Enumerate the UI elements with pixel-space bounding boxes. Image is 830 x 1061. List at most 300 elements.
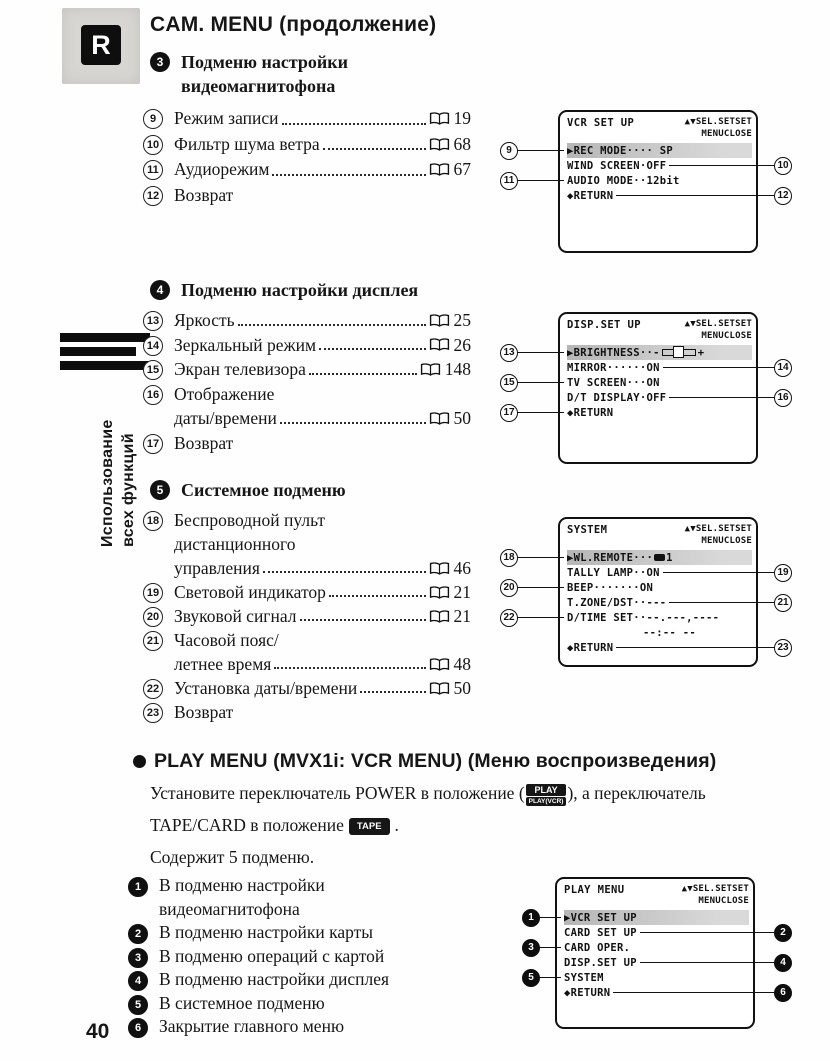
callout-number-23: 23 — [774, 639, 792, 657]
menu-row-label: TALLY LAMP··ON — [567, 566, 660, 579]
callout-number-16: 16 — [774, 389, 792, 407]
item-line — [159, 921, 456, 945]
lcd-screen-block — [480, 110, 814, 253]
menu-row — [564, 955, 753, 970]
item-label: Аудиорежим — [174, 159, 270, 179]
menu-row-text — [564, 927, 637, 939]
menu-row-text — [567, 612, 719, 624]
item-label: Фильтр шума ветра — [174, 133, 320, 154]
item-line — [174, 132, 471, 158]
leader-dots — [297, 604, 429, 628]
screen-title: DISP.SET UP — [567, 319, 641, 331]
callout-line — [539, 917, 561, 918]
section-marker: 3 — [150, 52, 170, 72]
remote-sensor-icon — [654, 554, 665, 561]
leader-dots — [306, 357, 420, 382]
list-item — [143, 628, 471, 676]
menu-row — [567, 143, 752, 158]
item-label: Световой индикатор — [174, 582, 326, 602]
menu-row-text — [567, 567, 660, 579]
callout-line — [616, 195, 775, 196]
item-number: 17 — [143, 434, 163, 454]
book-icon — [429, 676, 450, 700]
list-item — [143, 431, 471, 456]
list-item — [143, 157, 471, 183]
menu-row — [564, 925, 753, 940]
item-label: летнее время — [174, 654, 272, 674]
callout-line — [669, 602, 775, 603]
page-ref: 67 — [453, 159, 471, 179]
item-label: В подменю настройки дисплея — [159, 969, 390, 989]
screen-rows — [564, 910, 753, 1000]
list-item — [128, 1015, 456, 1039]
menu-row-text — [567, 190, 613, 202]
leader-dots — [279, 106, 429, 132]
callout-number-14: 14 — [774, 359, 792, 377]
callout-number-10: 10 — [774, 157, 792, 175]
page-ref: 21 — [453, 582, 471, 602]
item-number: 4 — [128, 971, 148, 991]
item-number: 15 — [143, 360, 163, 380]
item-line — [174, 652, 471, 676]
menu-row-label: WIND SCREEN·OFF — [567, 159, 667, 172]
callout-number-11: 11 — [500, 172, 518, 190]
section-marker: 4 — [150, 280, 170, 300]
menu-row-text — [567, 392, 666, 404]
submenu-count-text: Содержит 5 подменю. — [150, 847, 315, 867]
menu-row-text — [567, 582, 653, 594]
menu-row-text — [564, 957, 637, 969]
item-line — [174, 532, 471, 556]
menu-row-text — [567, 552, 673, 564]
menu-row-text — [564, 942, 630, 954]
page-ref: 21 — [453, 606, 471, 626]
list-item — [143, 183, 471, 209]
section-heading-system — [150, 478, 346, 502]
lcd-screen-block — [480, 877, 814, 1029]
lcd-screen-block — [480, 312, 814, 464]
screen-hint — [682, 884, 749, 907]
menu-row — [567, 173, 756, 188]
sidebar-label-line: всех функций — [120, 433, 137, 547]
menu-item-list — [128, 874, 456, 1039]
callout-number-17: 17 — [500, 404, 518, 422]
slider-minus-icon: - — [653, 346, 660, 359]
screen-header — [567, 524, 756, 547]
screen-hint-select: ▲▼SEL.SETSET — [681, 884, 749, 894]
callout-line — [640, 962, 775, 963]
paren-open: ( — [518, 783, 525, 803]
screen-hint-close: MENUCLOSE — [701, 535, 752, 546]
item-lines — [174, 333, 471, 358]
item-number: 10 — [143, 135, 163, 155]
leader-dots — [277, 406, 429, 431]
screen-hint — [685, 319, 752, 342]
screen-header — [567, 117, 756, 140]
menu-row-label: ◆RETURN — [564, 986, 611, 999]
tape-switch-badge: TAPE — [349, 818, 390, 835]
book-icon — [429, 308, 450, 333]
item-line — [174, 333, 471, 358]
menu-row — [567, 625, 756, 640]
page-ref: 148 — [444, 359, 471, 379]
list-item — [143, 700, 471, 724]
leader-dots — [357, 676, 428, 700]
item-number: 5 — [128, 995, 148, 1015]
menu-row-label: ▶WL.REMOTE··· — [567, 551, 654, 564]
menu-row-label: ◆RETURN — [567, 641, 614, 654]
item-line — [174, 106, 471, 132]
screen-hint-close: MENUCLOSE — [698, 895, 749, 906]
item-label: Беспроводной пульт — [174, 510, 326, 530]
list-item — [128, 992, 456, 1016]
screen-rows — [567, 345, 756, 420]
section-heading-text — [181, 478, 346, 502]
item-number: 6 — [128, 1018, 148, 1038]
screen-title: VCR SET UP — [567, 117, 635, 129]
item-lines — [174, 132, 471, 158]
menu-row — [564, 970, 753, 985]
menu-row-text — [567, 407, 613, 419]
item-number: 16 — [143, 385, 163, 405]
item-lines — [174, 508, 471, 580]
item-lines — [159, 921, 456, 945]
slider-plus-icon: + — [697, 346, 705, 359]
menu-row — [567, 405, 756, 420]
menu-row-label: ▶BRIGHTNESS·· — [567, 346, 654, 359]
menu-item-list — [143, 508, 471, 724]
section-marker: 5 — [150, 480, 170, 500]
item-label: Возврат — [174, 432, 234, 453]
item-line — [159, 992, 456, 1016]
item-number: 21 — [143, 631, 163, 651]
callout-line — [517, 382, 564, 383]
item-label: Режим записи — [174, 108, 279, 128]
item-label: В подменю операций с картой — [159, 945, 385, 966]
callout-line — [539, 947, 561, 948]
menu-row-label: ▶REC MODE···· SP — [567, 144, 673, 157]
list-item — [128, 921, 456, 945]
callout-number-2: 2 — [774, 924, 792, 942]
item-label: Установка даты/времени — [174, 678, 358, 698]
screen-title: SYSTEM — [567, 524, 608, 536]
play-menu-paragraph — [150, 777, 826, 873]
lcd-screen — [558, 110, 758, 253]
item-number: 19 — [143, 583, 163, 603]
item-label: Яркость — [174, 310, 235, 330]
item-line — [174, 308, 471, 333]
callout-line — [517, 412, 564, 413]
page-ref: 25 — [453, 310, 471, 330]
list-item — [143, 382, 471, 431]
book-icon — [429, 132, 450, 158]
item-number: 11 — [143, 160, 163, 180]
menu-row — [567, 188, 756, 203]
item-lines — [159, 874, 456, 921]
item-label: видеомагнитофона — [159, 898, 300, 919]
play-menu-heading — [133, 750, 716, 773]
list-item — [143, 676, 471, 700]
item-number: 1 — [128, 877, 148, 897]
callout-line — [663, 367, 775, 368]
callout-line — [663, 572, 775, 573]
screen-hint-select: ▲▼SEL.SETSET — [684, 117, 752, 127]
menu-row-label: ◆RETURN — [567, 189, 614, 202]
menu-row-text — [567, 175, 680, 187]
item-number: 3 — [128, 948, 148, 968]
callout-number-6: 6 — [774, 984, 792, 1002]
remote-mode-value: 1 — [666, 551, 673, 564]
book-icon — [429, 333, 450, 358]
item-number: 22 — [143, 679, 163, 699]
menu-row-label: MIRROR······ON — [567, 361, 660, 374]
menu-row — [567, 345, 752, 360]
leader-dots — [260, 556, 429, 580]
menu-row-text — [567, 597, 666, 609]
page-ref: 19 — [453, 108, 471, 128]
menu-row — [567, 360, 756, 375]
menu-row-text — [567, 160, 666, 172]
item-line — [174, 556, 471, 580]
item-label: Закрытие главного меню — [159, 1016, 345, 1036]
item-line — [174, 580, 471, 604]
callout-line — [517, 557, 564, 558]
menu-row-label: ◆RETURN — [567, 406, 614, 419]
menu-row — [567, 550, 752, 565]
menu-row-label: DISP.SET UP — [564, 956, 637, 969]
item-line — [159, 945, 456, 969]
item-line — [174, 406, 471, 431]
screen-hint — [685, 524, 752, 547]
item-label: В системное подменю — [159, 992, 325, 1013]
lcd-screen — [558, 517, 758, 667]
item-lines — [174, 676, 471, 700]
item-label: В подменю настройки карты — [159, 922, 374, 942]
screen-title: PLAY MENU — [564, 884, 625, 896]
menu-item-list — [143, 308, 471, 455]
item-line — [174, 604, 471, 628]
paren-close: ) — [567, 783, 574, 803]
menu-row-label: D/T DISPLAY·OFF — [567, 391, 667, 404]
leader-dots — [269, 157, 428, 183]
menu-row-text — [567, 347, 704, 359]
item-number: 2 — [128, 924, 148, 944]
book-icon — [429, 406, 450, 431]
paragraph-text: . — [394, 815, 399, 835]
page-ref: 48 — [453, 654, 471, 674]
callout-line — [669, 397, 775, 398]
menu-row — [567, 390, 756, 405]
item-label: Возврат — [174, 184, 234, 205]
leader-dots — [326, 580, 429, 604]
item-label: В подменю настройки — [159, 875, 325, 895]
menu-row — [567, 640, 756, 655]
page-title: CAM. MENU (продолжение) — [150, 13, 437, 36]
leader-dots — [320, 132, 429, 158]
section-heading-vcr-setup — [150, 50, 348, 98]
list-item — [128, 874, 456, 921]
item-lines — [174, 308, 471, 333]
callout-number-19: 19 — [774, 564, 792, 582]
menu-item-list — [143, 106, 471, 208]
sidebar-tab-bar — [60, 333, 150, 342]
lcd-screen — [558, 312, 758, 464]
sidebar-chapter-label — [97, 373, 139, 547]
item-number: 12 — [143, 186, 163, 206]
callout-line — [640, 932, 775, 933]
sidebar-tab-bar — [60, 361, 150, 370]
callout-number-15: 15 — [500, 374, 518, 392]
page-ref: 46 — [453, 558, 471, 578]
callout-number-20: 20 — [500, 579, 518, 597]
list-item — [128, 945, 456, 969]
list-item — [143, 357, 471, 382]
list-item — [128, 968, 456, 992]
book-icon — [429, 604, 450, 628]
book-icon — [429, 580, 450, 604]
item-lines — [159, 945, 456, 969]
callout-number-22: 22 — [500, 609, 518, 627]
callout-number-13: 13 — [500, 344, 518, 362]
callout-line — [669, 165, 775, 166]
book-icon — [429, 157, 450, 183]
item-lines — [159, 1015, 456, 1039]
item-line — [174, 382, 471, 407]
paragraph-text: TAPE/CARD в положение — [150, 815, 344, 835]
recording-program-badge — [62, 8, 140, 84]
menu-row-label: CARD OPER. — [564, 941, 631, 954]
item-lines — [159, 968, 456, 992]
list-item — [143, 308, 471, 333]
heading-line: Подменю настройки — [181, 52, 349, 72]
item-line — [174, 508, 471, 532]
power-badge-playvcr: PLAY(VCR) — [526, 797, 567, 806]
slider-thumb-icon — [673, 346, 684, 358]
screen-header — [564, 884, 753, 907]
list-item — [143, 132, 471, 158]
menu-row-label: ▶VCR SET UP — [564, 911, 637, 924]
menu-row-text — [564, 987, 610, 999]
menu-row-label: TV SCREEN···ON — [567, 376, 660, 389]
screen-hint — [685, 117, 752, 140]
play-menu-heading-text: PLAY MENU (MVX1i: VCR MENU) (Меню воспроизведения) — [154, 750, 717, 772]
callout-number-1: 1 — [522, 909, 540, 927]
item-label: Звуковой сигнал — [174, 606, 297, 626]
item-line — [174, 431, 471, 456]
menu-row — [564, 940, 753, 955]
paragraph-text: , а переключатель — [573, 783, 706, 803]
sidebar-label-line: Использование — [99, 419, 116, 547]
page-ref: 50 — [453, 678, 471, 698]
menu-row-text — [567, 627, 696, 639]
menu-row — [567, 595, 756, 610]
book-icon — [429, 652, 450, 676]
item-line — [159, 898, 456, 922]
item-lines — [174, 157, 471, 183]
screen-rows — [567, 550, 756, 655]
item-lines — [174, 700, 471, 724]
item-number: 14 — [143, 336, 163, 356]
menu-row — [567, 375, 756, 390]
item-number: 23 — [143, 703, 163, 723]
section-heading-display-setup — [150, 278, 418, 302]
callout-line — [517, 352, 564, 353]
item-line — [159, 968, 456, 992]
callout-number-18: 18 — [500, 549, 518, 567]
menu-row-text — [567, 362, 660, 374]
menu-row — [567, 580, 756, 595]
item-lines — [174, 382, 471, 431]
callout-number-21: 21 — [774, 594, 792, 612]
item-line — [174, 676, 471, 700]
item-number: 20 — [143, 607, 163, 627]
menu-row-label: SYSTEM — [564, 971, 604, 984]
menu-row-text — [564, 972, 604, 984]
heading-line: Подменю настройки дисплея — [181, 280, 419, 300]
item-number: 18 — [143, 511, 163, 531]
menu-row-label: D/TIME SET··--.---,---- — [567, 611, 720, 624]
callout-line — [517, 587, 564, 588]
item-number: 9 — [143, 109, 163, 129]
item-lines — [174, 628, 471, 676]
item-label: Возврат — [174, 702, 234, 722]
callout-line — [539, 977, 561, 978]
item-lines — [174, 431, 471, 456]
leader-dots — [271, 652, 428, 676]
brightness-slider-icon — [662, 349, 696, 356]
book-icon — [420, 357, 441, 382]
callout-line — [616, 647, 775, 648]
screen-hint-select: ▲▼SEL.SETSET — [684, 319, 752, 329]
menu-row-label: --:-- -- — [643, 626, 696, 639]
menu-row — [567, 565, 756, 580]
power-switch-badge — [526, 784, 567, 806]
menu-row — [567, 158, 756, 173]
item-label: Отображение — [174, 383, 275, 404]
sidebar-tab-bar — [60, 347, 136, 356]
item-line — [159, 1015, 456, 1039]
r-mode-icon: R — [81, 25, 121, 65]
item-line — [174, 628, 471, 652]
list-item — [143, 333, 471, 358]
item-label: Экран телевизора — [174, 359, 306, 379]
item-lines — [174, 357, 471, 382]
screen-hint-select: ▲▼SEL.SETSET — [684, 524, 752, 534]
callout-number-4: 4 — [774, 954, 792, 972]
paragraph-text: Установите переключатель POWER в положение — [150, 783, 519, 803]
item-label: Зеркальный режим — [174, 334, 317, 355]
menu-row-label: BEEP·······ON — [567, 581, 654, 594]
callout-line — [517, 150, 564, 151]
menu-row-label: AUDIO MODE··12bit — [567, 174, 680, 187]
book-icon — [429, 106, 450, 132]
callout-line — [613, 992, 775, 993]
page-ref: 26 — [453, 334, 471, 355]
page-ref: 50 — [453, 408, 471, 428]
page-number: 40 — [86, 1020, 110, 1043]
item-line — [159, 874, 456, 898]
heading-line: видеомагнитофона — [181, 76, 336, 96]
item-lines — [174, 183, 471, 209]
list-item — [143, 106, 471, 132]
menu-row — [564, 910, 749, 925]
item-line — [174, 157, 471, 183]
menu-row-text — [567, 377, 660, 389]
item-number: 13 — [143, 311, 163, 331]
item-line — [174, 183, 471, 209]
section-heading-text — [181, 50, 348, 98]
power-badge-play: PLAY — [526, 784, 565, 796]
